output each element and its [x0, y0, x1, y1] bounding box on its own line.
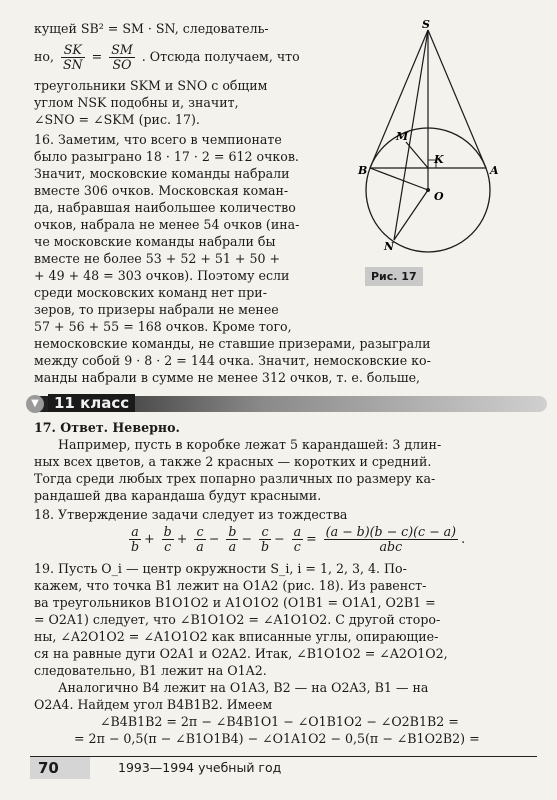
text-line: ∠SNO = ∠SKM (рис. 17). [34, 112, 200, 127]
text-line: очков, набрала не менее 54 очков (ина- [34, 217, 300, 232]
text-line: Например, пусть в коробке лежат 5 карандашей: 3 длин- [58, 437, 442, 452]
fraction-numerator: a [293, 524, 302, 539]
text-fragment: . Отсюда получаем, что [141, 49, 300, 64]
text-line: между собой 9 · 8 · 2 = 144 очка. Значит, немосковские ко- [34, 353, 431, 368]
fraction [194, 525, 206, 554]
equals-sign: = [91, 49, 103, 64]
fraction [292, 525, 304, 554]
text-line: среди московских команд нет при- [34, 285, 267, 300]
text-line: вместе не более 53 + 52 + 51 + 50 + [34, 251, 281, 266]
fraction [324, 525, 458, 554]
tangent-line-sb [370, 30, 428, 168]
section-title: 11 класс [48, 394, 135, 412]
fraction-denominator: b [131, 539, 140, 554]
text-line: Значит, московские команды набрали [34, 166, 290, 181]
fraction-numerator: b [228, 524, 237, 539]
label-a: A [490, 164, 499, 177]
text-line: ся на равные дуги O2A1 и O2A2. Итак, ∠B1O1O2 = ∠A2O1O2, [34, 646, 448, 661]
text-line: 19. Пусть O_i — центр окружности S_i, i = 1, 2, 3, 4. По- [34, 561, 407, 576]
fraction-numerator: c [259, 525, 271, 540]
page-number: 70 [30, 757, 90, 779]
segment-no [394, 190, 428, 240]
tangent-line-sa [428, 30, 486, 168]
identity-formula: $\frac{a}{b}$ + $\frac{b}{c}$ + $\frac{c}{a}$ − $\frac{b}{a}$ − $\frac{c}{b}$ − $\frac{a}{c}$ = $\frac{(a - b)(b - c)(c - a)}{\text{abc}}$ . [131, 524, 466, 554]
label-k: K [434, 153, 444, 166]
fraction [226, 525, 238, 554]
text-line: следовательно, B1 лежит на O1A2. [34, 663, 267, 678]
text-line: треугольники SKM и SNO с общим [34, 78, 268, 93]
fraction-denominator: SN [63, 57, 83, 72]
label-o: O [434, 190, 444, 203]
text-line: ных всех цветов, а также 2 красных — коротких и средний. [34, 454, 432, 469]
text-line: было разыграно 18 · 17 · 2 = 612 очков. [34, 149, 299, 164]
text-line: 16. Заметим, что всего в чемпионате [34, 132, 282, 147]
fraction-denominator: c [164, 539, 172, 554]
text-line: O2A4. Найдем угол B4B1B2. Имеем [34, 697, 273, 712]
text-fragment: но, [34, 49, 54, 64]
segment-bo [370, 168, 428, 190]
fraction-numerator: (a − b)(b − c)(c − a) [325, 524, 457, 539]
formula-line: ∠B4B1B2 = 2π − ∠B4B1O1 − ∠O1B1O2 − ∠O2B1B2 = [100, 714, 459, 729]
text-line: манды набрали в сумме не менее 312 очков, т. е. больше, [34, 370, 421, 385]
text-line: да, набравшая наибольшее количество [34, 200, 296, 215]
running-title: 1993—1994 учебный год [118, 760, 282, 775]
fraction-denominator: a [196, 539, 204, 554]
text-line: = O2A1) следует, что ∠B1O1O2 = ∠A1O1O2. С другой сторо- [34, 612, 441, 627]
text-line: Тогда среди любых трех попарно различных по размеру ка- [34, 471, 436, 486]
text-line: че московские команды набрали бы [34, 234, 276, 249]
text-line: немосковские команды, не ставшие призерами, разыграли [34, 336, 431, 351]
fraction-denominator: a [228, 539, 237, 554]
fraction-numerator: SK [61, 43, 85, 58]
footer-rule [30, 756, 537, 757]
text-line: + 49 + 48 = 303 очков). Поэтому если [34, 268, 290, 283]
fraction [61, 43, 85, 72]
text-line: ны, ∠A2O1O2 = ∠A1O1O2 как вписанные углы, опирающие- [34, 629, 439, 644]
fraction [162, 525, 174, 554]
fraction [129, 525, 141, 554]
fraction-denominator: abc [379, 539, 403, 554]
figure-caption: Рис. 17 [365, 267, 423, 286]
text-line: 57 + 56 + 55 = 168 очков. Кроме того, [34, 319, 292, 334]
label-s: S [422, 18, 430, 31]
fraction-denominator: c [293, 539, 301, 554]
figure-17-diagram [356, 18, 526, 263]
text-line: вместе 306 очков. Московская коман- [34, 183, 289, 198]
text-line: Аналогично B4 лежит на O1A3, B2 — на O2A3, B1 — на [58, 680, 429, 695]
segment-mk [406, 142, 428, 168]
fraction-numerator: SM [111, 42, 133, 57]
fraction-denominator: SO [112, 57, 132, 72]
label-n: N [384, 240, 395, 253]
text-line-fractions [34, 40, 344, 74]
text-line: углом NSK подобны и, значит, [34, 95, 239, 110]
text-line: кажем, что точка B1 лежит на O1A2 (рис. 18). Из равенст- [34, 578, 427, 593]
problem-18-heading: 18. Утверждение задачи следует из тождества [34, 507, 348, 522]
fraction-denominator: b [260, 539, 270, 554]
fraction-numerator: c [194, 525, 206, 540]
label-b: B [358, 164, 368, 177]
center-point [426, 188, 430, 192]
formula-line: = 2π − 0,5(π − ∠B1O1B4) − ∠O1A1O2 − 0,5(π − ∠B1O2B2) = [74, 731, 480, 746]
problem-17-heading: 17. Ответ. Неверно. [34, 420, 180, 435]
text-line: ва треугольников B1O1O2 и A1O1O2 (O1B1 = O1A1, O2B1 = [34, 595, 436, 610]
text-line: рандашей два карандаша будут красными. [34, 488, 322, 503]
chevron-down-icon: ▼ [26, 395, 44, 413]
fraction [259, 525, 271, 554]
text-line: кущей SB² = SM · SN, следователь- [34, 21, 269, 36]
fraction-numerator: b [163, 524, 172, 539]
fraction [109, 43, 135, 72]
label-m: M [396, 130, 409, 143]
fraction-numerator: a [129, 525, 141, 540]
text-line: зеров, то призеры набрали не менее [34, 302, 279, 317]
